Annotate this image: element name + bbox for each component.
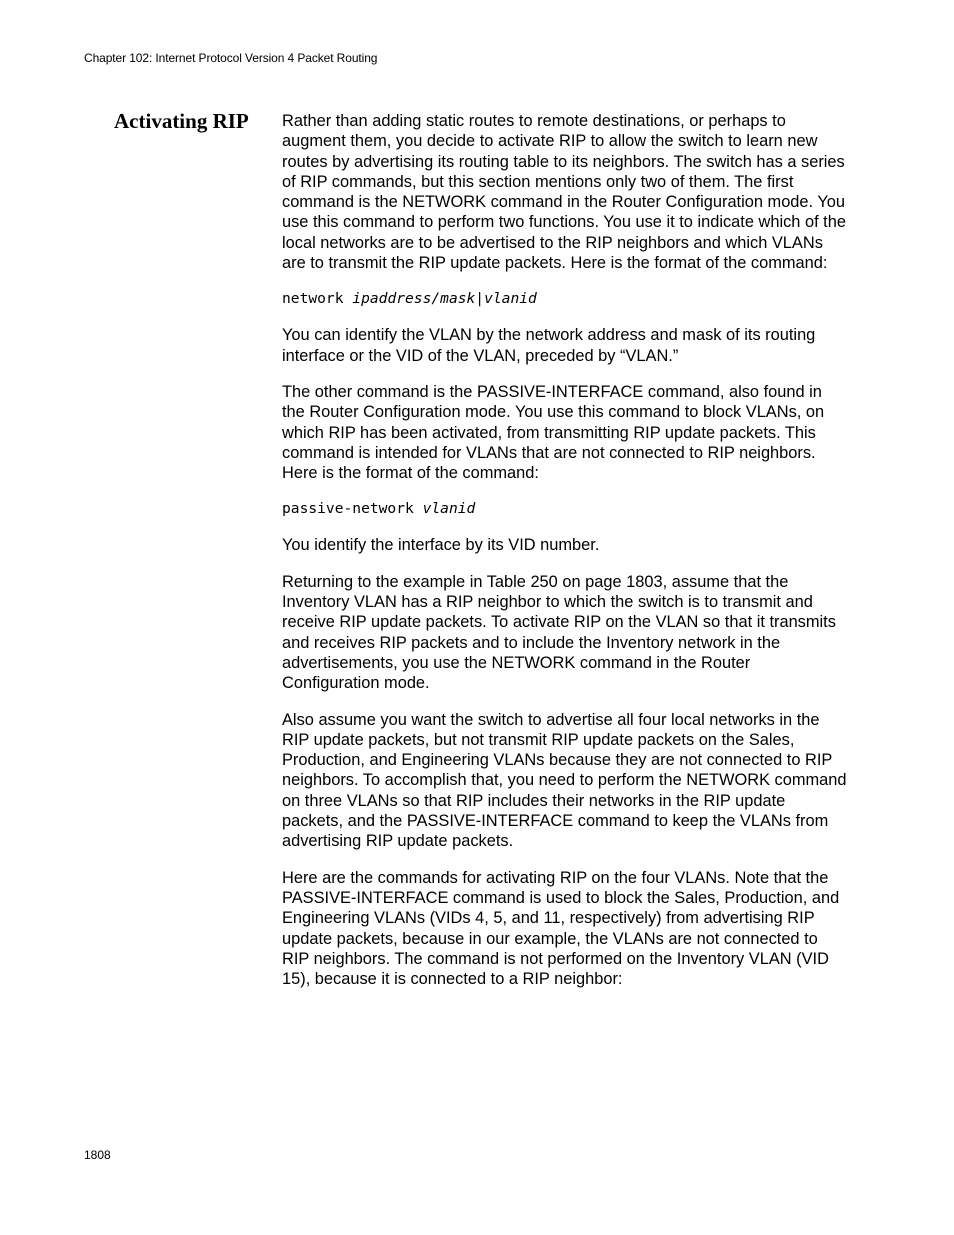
- paragraph-commands-intro: Here are the commands for activating RIP on the four VLANs. Note that the PASSIVE-INTERFACE command is used to block the Sales, Production, and Engineering VLANs (VIDs 4, 5, and 11, respectively) from advertising RIP update packets, because in our example, the VLANs are not connected to RIP neighbors. The command is not performed on the Inventory VLAN (VID 15), because it is connected to a RIP neighbor:: [282, 868, 840, 989]
- paragraph-intro: Rather than adding static routes to remote destinations, or perhaps to augment them, you decide to activate RIP to allow the switch to learn new routes by advertising its routing table to its neighbors. The switch has a series of RIP commands, but this section mentions only two of them. The first command is the NETWORK command in the Router Configuration mode. You use this command to perform two functions. You use it to indicate which of the local networks are to be advertised to the RIP neighbors and which VLANs are to transmit the RIP update packets. Here is the format of the command:: [282, 112, 846, 273]
- paragraph-advertise-networks: Also assume you want the switch to advertise all four local networks in the RIP update packets, but not transmit RIP update packets on the Sales, Production, and Engineering VLANs because they are not connected to RIP neighbors. To accomplish that, you need to perform the NETWORK command on three VLANs so that RIP includes their networks in the RIP update packets, and the PASSIVE-INTERFACE command to keep the VLANs from advertising RIP update packets.: [282, 710, 847, 851]
- section-heading: Activating RIP: [114, 109, 249, 133]
- code-argument: ipaddress/mask|vlanid: [352, 290, 537, 308]
- code-keyword: passive-network: [282, 500, 423, 518]
- code-keyword: network: [282, 290, 353, 308]
- paragraph-inventory-example: Returning to the example in Table 250 on page 1803, assume that the Inventory VLAN has a RIP neighbor to which the switch is to transmit and receive RIP update packets. To activate RIP on the VLAN so that it transmits and receives RIP packets and to include the Inventory network in the advertisements, you use the NETWORK command in the Router Configuration mode.: [282, 572, 836, 693]
- body-content: [282, 111, 848, 1005]
- paragraph-vlan-id: You can identify the VLAN by the network address and mask of its routing interface or the VID of the VLAN, preceded by “VLAN.”: [282, 326, 816, 365]
- running-header: Chapter 102: Internet Protocol Version 4 Packet Routing: [84, 51, 378, 65]
- code-argument: vlanid: [422, 500, 476, 518]
- paragraph-identify-interface: You identify the interface by its VID number.: [282, 536, 600, 555]
- paragraph-passive-interface: The other command is the PASSIVE-INTERFACE command, also found in the Router Configuration mode. You use this command to block VLANs, on which RIP has been activated, from transmitting RIP update packets. This command is intended for VLANs that are not connected to RIP neighbors. Here is the format of the command:: [282, 382, 825, 483]
- code-passive-command: [282, 499, 848, 519]
- page-number: 1808: [84, 1148, 111, 1162]
- code-network-command: [282, 289, 848, 309]
